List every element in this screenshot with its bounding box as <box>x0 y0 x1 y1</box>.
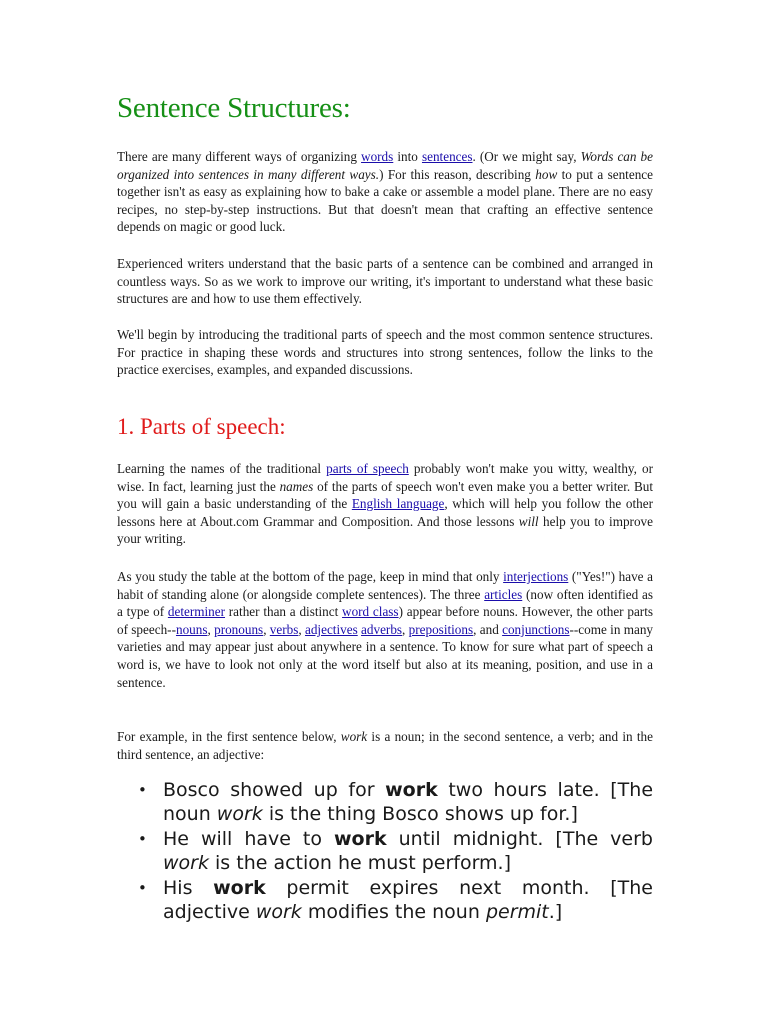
text-span: , <box>402 621 409 637</box>
text-span: help you to improve your writing. <box>117 513 653 547</box>
link-adverbs[interactable]: adverbs <box>361 621 403 637</box>
text-span: to put a sentence together isn't as easy as explaining how to bake a cake or assemble a model plane. There are no easy recipes, no step-by-step instructions. But that doesn't mean that crafting an effective sentence depends on magic or good luck. <box>117 166 654 235</box>
text-span: into <box>393 149 422 164</box>
link-prepositions[interactable]: prepositions <box>408 621 474 637</box>
text-span: Bosco showed up for <box>163 779 386 801</box>
list-item <box>163 827 653 875</box>
example-list <box>117 778 653 925</box>
text-span: There are many different ways of organizing <box>117 149 362 164</box>
text-span: of the parts of speech won't even make you a better writer. But you will gain a basic understanding of the <box>117 478 653 512</box>
text-span: , <box>207 621 215 637</box>
text-span: two hours late. [The noun <box>163 779 654 825</box>
text-span: , <box>298 621 305 637</box>
paragraph-study-table <box>117 568 653 691</box>
bold-text: work <box>213 877 266 899</box>
paragraph-experienced-writers: Experienced writers understand that the basic parts of a sentence can be combined and arranged in countless ways. So as we work to improve our writing, it's important to understand what these basic structures are and how to use them effectively. <box>117 256 653 307</box>
section-heading-parts-of-speech: 1. Parts of speech: <box>117 414 286 439</box>
text-span: --come in many varieties and may appear just about anywhere in a sentence. To know for sure what part of speech a word is, we have to look not only at the word itself but also at its meaning, position, and use in a sentence. <box>117 621 654 690</box>
text-span: ) For this reason, describing <box>379 166 536 182</box>
emphasis-text: Words can be organized into sentences in many different ways. <box>117 149 654 182</box>
link-english-language[interactable]: English language <box>351 496 445 512</box>
text-span: probably won't make you witty, wealthy, or wise. In fact, learning just the <box>117 461 654 494</box>
text-span: . (Or we might say, <box>472 149 581 164</box>
link-parts-of-speech[interactable]: parts of speech <box>326 461 409 476</box>
link-word-class[interactable]: word class <box>342 604 399 620</box>
link-conjunctions[interactable]: conjunctions <box>502 621 570 637</box>
emphasis-text: work <box>163 852 209 874</box>
link-pronouns[interactable]: pronouns <box>214 621 264 637</box>
emphasis-text: permit <box>485 901 549 923</box>
text-span: As you study the table at the bottom of the page, keep in mind that only <box>117 569 504 584</box>
paragraph-for-example <box>117 728 653 763</box>
text-span: , <box>263 621 270 637</box>
text-span: modifies the noun <box>301 901 486 923</box>
text-span: is the action he must perform.] <box>208 852 512 874</box>
link-adjectives[interactable]: adjectives <box>304 621 358 637</box>
link-words[interactable]: words <box>361 149 394 164</box>
text-span: permit expires next month. [The adjective <box>163 877 653 923</box>
emphasis-text: will <box>518 513 539 529</box>
paragraph-learning-names <box>117 460 653 548</box>
page-title: Sentence Structures: <box>117 92 351 124</box>
text-span: His <box>163 877 214 899</box>
emphasis-text: how <box>535 166 558 182</box>
bold-text: work <box>385 779 438 801</box>
paragraph-begin: We'll begin by introducing the traditional parts of speech and the most common sentence structures. For practice in shaping these words and structures into strong sentences, follow the links to the practice exercises, examples, and expanded discussions. <box>117 327 653 378</box>
text-span: is the thing Bosco shows up for.] <box>262 803 578 825</box>
text-span: ("Yes!") have a habit of standing alone (or alongside complete sentences). The three <box>117 569 653 602</box>
link-verbs[interactable]: verbs <box>269 621 299 637</box>
text-span: He will have to <box>163 828 334 850</box>
emphasis-text: work <box>255 901 302 923</box>
list-item <box>163 876 653 924</box>
link-determiner[interactable]: determiner <box>167 604 226 620</box>
text-span: until midnight. [The verb <box>386 828 653 850</box>
intro-paragraph <box>117 148 653 236</box>
emphasis-text: names <box>279 478 314 494</box>
list-item <box>163 778 653 826</box>
bold-text: work <box>334 828 387 850</box>
link-nouns[interactable]: nouns <box>175 621 208 637</box>
link-sentences[interactable]: sentences <box>421 149 473 164</box>
text-span: , which will help you follow the other lessons here at About.com Grammar and Composition. And those lessons <box>117 496 653 529</box>
text-span: , and <box>473 621 503 637</box>
text-span: For example, in the first sentence below, <box>117 729 341 744</box>
text-span: .] <box>548 901 563 923</box>
link-articles[interactable]: articles <box>484 586 523 602</box>
link-interjections[interactable]: interjections <box>503 569 569 584</box>
text-span: Learning the names of the traditional <box>117 461 327 476</box>
emphasis-text: work <box>216 803 263 825</box>
emphasis-text: work <box>340 729 368 744</box>
text-span: is a noun; in the second sentence, a verb; and in the third sentence, an adjective: <box>117 729 653 762</box>
text-span: (now often identified as a type of <box>117 586 653 620</box>
text-span: ) appear before nouns. However, the other parts of speech-- <box>117 604 653 637</box>
text-span: rather than a distinct <box>225 604 343 620</box>
